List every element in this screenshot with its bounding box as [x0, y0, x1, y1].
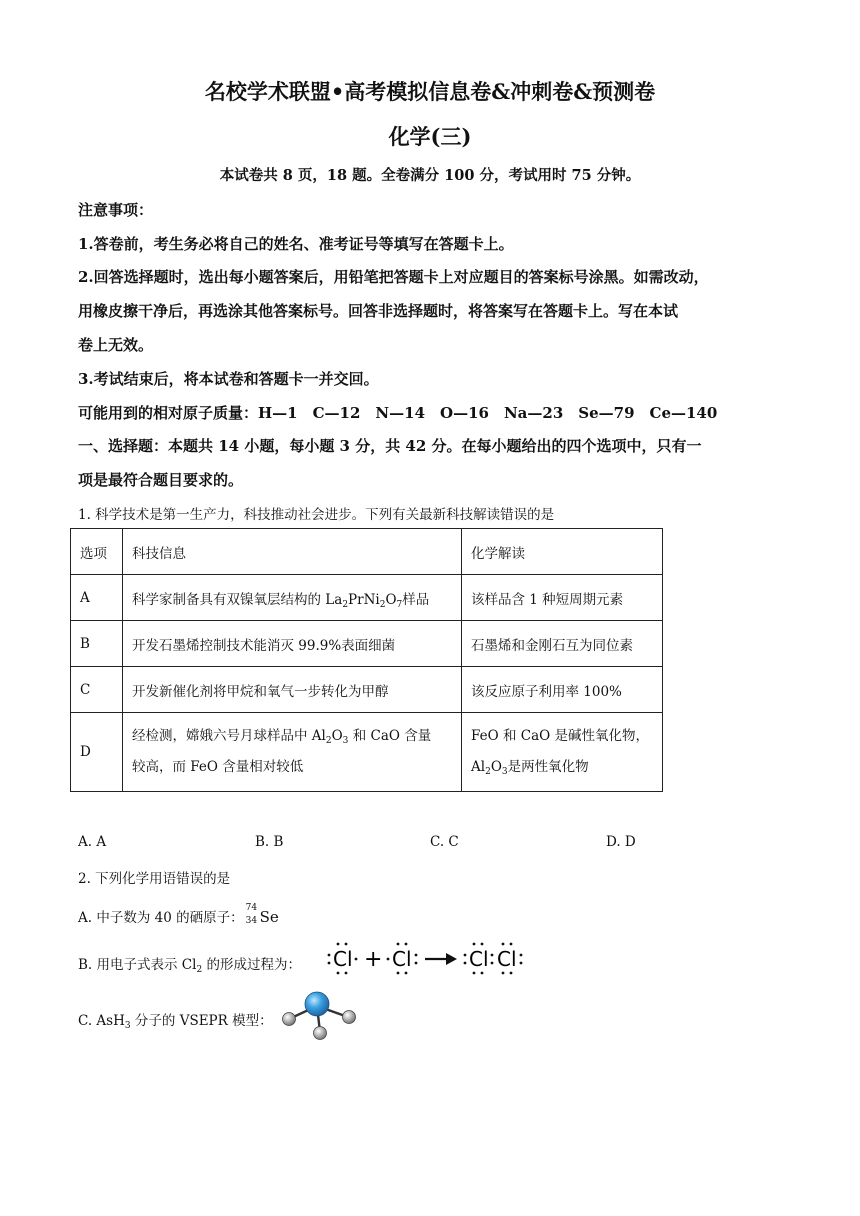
notice-heading: 注意事项：	[78, 201, 154, 219]
table-row	[71, 713, 663, 792]
info-cell: 开发石墨烯控制技术能消灭 99.9%表面细菌	[123, 621, 462, 667]
analysis-cell: 该反应原子利用率 100%	[462, 667, 663, 713]
notice-item-2-line-2: 用橡皮擦干净后，再选涂其他答案标号。回答非选择题时，将答案写在答题卡上。写在本试	[78, 302, 679, 320]
element-symbol: Se	[259, 908, 279, 926]
atomic-number: 34	[245, 916, 258, 926]
q2-stem: 2. 下列化学用语错误的是	[78, 871, 231, 887]
notice-item-2-line-3: 卷上无效。	[78, 336, 154, 354]
electron-dot-diagram	[325, 938, 535, 978]
cl-atom-symbol: Cl	[469, 947, 489, 971]
table-row	[71, 621, 663, 667]
info-text: 科学家制备具有双镍氧层结构的 La	[132, 591, 343, 608]
q2-option-b-text-suffix: 的形成过程为：	[202, 957, 301, 973]
section-1-instructions-line-1: 一、选择题：本题共 14 小题，每小题 3 分，共 42 分。在每小题给出的四个选项中，只有一	[78, 437, 702, 455]
q2-option-b: B. 用电子式表示 $Cl_2$ 的形成过程为：	[78, 957, 301, 975]
q2-option-a-text: A. 中子数为 40 的硒原子：	[78, 910, 244, 926]
cl-atom-symbol: Cl	[392, 947, 412, 971]
notice-item-1: 1.答卷前，考生务必将自己的姓名、准考证号等填写在答题卡上。	[78, 235, 514, 253]
cl2-formation-diagram	[325, 938, 535, 978]
notice-item-3: 3.考试结束后，将本试卷和答题卡一并交回。	[78, 370, 379, 388]
notice-item-2-line-1: 2.回答选择题时，选出每小题答案后，用铅笔把答题卡上对应题目的答案标号涂黑。如需改动，	[78, 268, 709, 286]
exam-title: 名校学术联盟•高考模拟信息卷&冲刺卷&预测卷	[204, 79, 656, 104]
vsepr-model	[278, 990, 362, 1042]
q1-choice-d: D. D	[606, 834, 636, 850]
arrow-head-icon	[446, 953, 457, 965]
plus-sign: +	[364, 947, 383, 972]
exam-subtitle: 化学(三)	[388, 124, 472, 149]
q2-option-c-text-suffix: 分子的 VSEPR 模型：	[130, 1013, 273, 1029]
q1-choice-b: B. B	[255, 834, 284, 850]
table-row	[71, 575, 663, 621]
option-cell: B	[71, 621, 123, 667]
info-text-cont: 和 CaO 含量	[348, 728, 432, 744]
info-cell: 开发新催化剂将甲烷和氧气一步转化为甲醇	[123, 667, 462, 713]
table-header-cell: 科技信息	[123, 529, 462, 575]
q1-choice-a: A. A	[78, 834, 107, 850]
analysis-cell: 该样品含 1 种短周期元素	[462, 575, 663, 621]
info-text-suffix: 样品	[402, 591, 430, 608]
analysis-line-1: FeO 和 CaO 是碱性氧化物，	[471, 728, 650, 744]
atomic-masses: 可能用到的相对原子质量：H—1 C—12 N—14 O—16 Na—23 Se—79 Ce—140	[78, 404, 718, 422]
info-text-line-2: 较高，而 FeO 含量相对较低	[132, 759, 304, 775]
cl-atom-symbol: Cl	[333, 947, 353, 971]
table-row	[71, 667, 663, 713]
option-cell: A	[71, 575, 123, 621]
analysis-cell: FeO 和 CaO 是碱性氧化物， $Al_2O_3$是两性氧化物	[462, 713, 663, 792]
q1-table	[70, 528, 663, 792]
option-cell: C	[71, 667, 123, 713]
q1-stem: 1. 科学技术是第一生产力，科技推动社会进步。下列有关最新科技解读错误的是	[78, 507, 555, 523]
q2-option-a	[78, 903, 279, 926]
info-text: 经检测，嫦娥六号月球样品中 Al	[132, 728, 326, 744]
cl-atom-symbol: Cl	[497, 947, 517, 971]
q2-option-b-text: B. 用电子式表示 Cl	[78, 957, 197, 973]
exam-summary: 本试卷共 8 页，18 题。全卷满分 100 分，考试用时 75 分钟。	[219, 167, 641, 184]
q1-choice-c: C. C	[430, 834, 459, 850]
table-header-row	[71, 529, 663, 575]
option-cell: D	[71, 713, 123, 792]
info-cell: 经检测，嫦娥六号月球样品中 $Al_2O_3$ 和 CaO 含量 较高，而 FeO 含量相对较低	[123, 713, 462, 792]
q2-option-c-text: C. AsH	[78, 1013, 125, 1029]
analysis-line-2: 是两性氧化物	[507, 759, 589, 775]
section-1-instructions-line-2: 项是最符合题目要求的。	[78, 471, 244, 489]
analysis-cell: 石墨烯和金刚石互为同位素	[462, 621, 663, 667]
table-header-cell: 选项	[71, 529, 123, 575]
table-header-cell: 化学解读	[462, 529, 663, 575]
ball-stick-model-icon	[278, 990, 362, 1042]
info-cell: 科学家制备具有双镍氧层结构的 $La_2PrNi_2O_7$样品	[123, 575, 462, 621]
mass-number: 74	[245, 903, 258, 913]
q2-option-c: C. AsH$_3$ 分子的 VSEPR 模型：	[78, 1013, 273, 1031]
